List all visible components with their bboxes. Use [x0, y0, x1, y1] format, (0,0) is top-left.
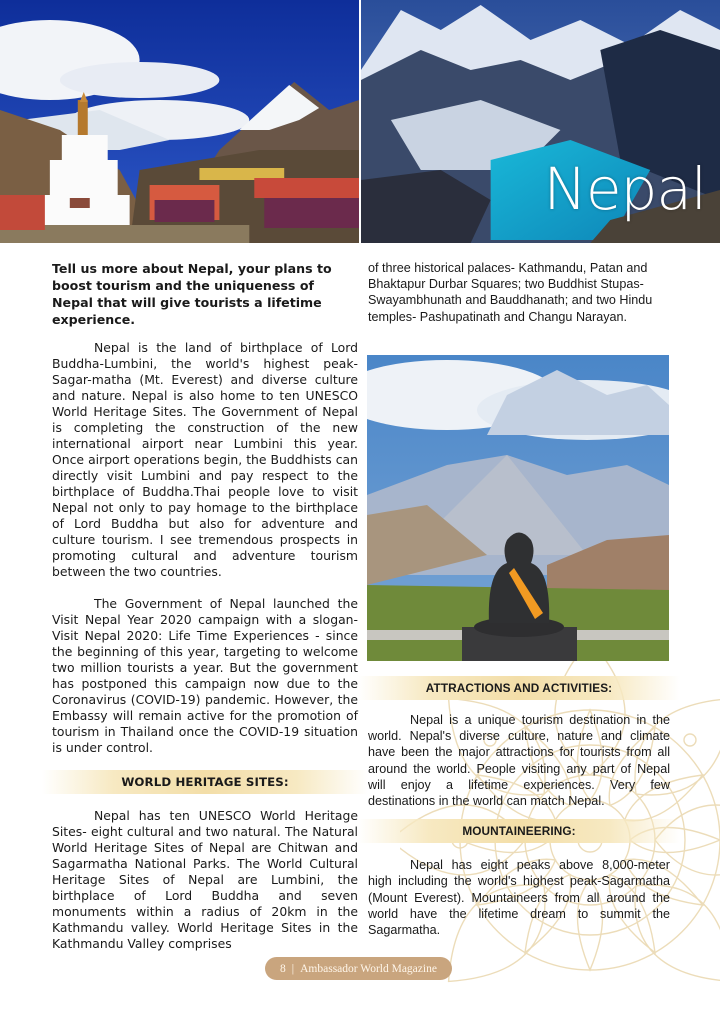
- footer-separator: |: [291, 962, 295, 975]
- attractions-paragraph: Nepal is a unique tourism destination in the world. Nepal's diverse culture, nature and climate have been the major attractions for tourists from all around the world. People visiting any part of Nepal will enjoy a lifetime experiences. Very few destinations in the world can match Nepal.: [368, 713, 670, 809]
- intro-paragraph: Nepal is the land of birthplace of Lord Buddha-Lumbini, the world's highest peak- Sagar-matha (Mt. Everest) and diverse culture and nature. Nepal is also home to ten UNESCO World Heritage Sites. The Government of Nepal is completing the construction of the new international airport near Lumbini this year. Once airport operations begin, the Buddhists can directly visit Lumbini and pay respect to the birthplace of Buddha.Thai people love to visit Nepal not only to pay homage to the birthplace of Lord Buddha but also for adventure and culture tourism. I see tremendous prospects in promoting cultural and adventure tourism between the two countries.: [52, 340, 358, 579]
- mountaineering-paragraph: Nepal has eight peaks above 8,000-meter high including the world's highest peak-Sagarmatha (Mount Everest). Mountaineers from all around the world have the lifetime dream to summit the Sagarmatha.: [368, 858, 670, 938]
- world-heritage-continued: of three historical palaces- Kathmandu, Patan and Bhaktapur Durbar Squares; two Buddhist Stupas- Swayambhunath and Bauddhanath; and two Hindu temples- Pashupatinath and Changu Narayan.: [368, 261, 653, 324]
- stupa-mountain-photo: [0, 0, 359, 243]
- magazine-name: Ambassador World Magazine: [300, 962, 437, 975]
- page-footer: [265, 957, 452, 980]
- world-heritage-paragraph: Nepal has ten UNESCO World Heritage Sites- eight cultural and two natural. The Natural World Heritage Sites of Nepal are Chitwan and Sagarmatha National Parks. The World Cultural Heritage Sites of Nepal are Lumbini, the birthplace of Lord Buddha and seven monuments within a radius of 20km in the Kathmandu valley. World Heritage Sites in the Kathmandu Valley comprises: [52, 808, 358, 951]
- glacier-lake-photo: [361, 0, 720, 243]
- buddha-statue-photo: [367, 355, 669, 661]
- mountaineering-heading: MOUNTAINEERING:: [358, 819, 680, 843]
- page-number: 8: [280, 962, 286, 975]
- visit-nepal-paragraph: The Government of Nepal launched the Visit Nepal Year 2020 campaign with a slogan- Visit Nepal 2020: Life Time Experiences - since the beginning of this year, targeting to welcome two million tourists a year. But the government has postponed this campaign now due to the Coronavirus (COVID-19) pandemic. However, the Embassy will remain active for the promotion of tourism in Thailand once the COVID-19 situation is under control.: [52, 596, 358, 755]
- world-heritage-heading: WORLD HERITAGE SITES:: [42, 770, 368, 794]
- nepal-title: Nepal: [543, 155, 706, 223]
- interview-question: Tell us more about Nepal, your plans to boost tourism and the uniqueness of Nepal that will give tourists a lifetime experience.: [52, 261, 332, 327]
- left-column: [52, 260, 358, 952]
- right-column: [368, 676, 670, 938]
- right-column-continued: [368, 260, 668, 325]
- attractions-heading: ATTRACTIONS AND ACTIVITIES:: [358, 676, 680, 700]
